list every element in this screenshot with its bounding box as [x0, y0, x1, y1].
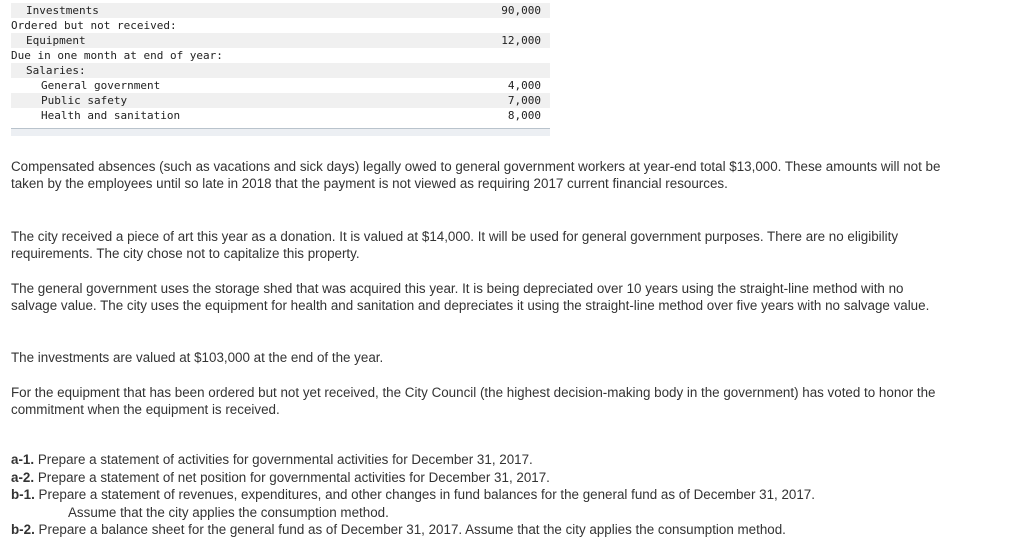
row-amount: 4,000 — [507, 79, 541, 92]
requirement-item — [11, 469, 951, 487]
row-label: Due in one month at end of year: — [11, 49, 223, 62]
paragraph-storage-shed: The general government uses the storage shed that was acquired this year. It is being depreciated over 10 years using the straight-line method with no salvage value. The city uses the equipment for health and sanitation and depreciates it using the straight-line method over five years with no salvage value. — [11, 281, 930, 313]
table-row — [11, 93, 550, 108]
row-label: Ordered but not received: — [11, 19, 177, 32]
row-amount: 7,000 — [507, 94, 541, 107]
requirement-text: Prepare a statement of revenues, expenditures, and other changes in fund balances for the general fund as of December 31, 2017. — [38, 487, 815, 502]
table-row — [11, 108, 550, 123]
row-label: Equipment — [26, 34, 86, 47]
table-row — [11, 78, 550, 93]
requirement-key: a-1. — [11, 452, 35, 467]
table-row — [11, 18, 550, 33]
paragraph-investments: The investments are valued at $103,000 at the end of the year. — [11, 350, 384, 365]
row-amount: 8,000 — [507, 109, 541, 122]
requirements-list — [11, 451, 951, 539]
requirement-text: Prepare a statement of net position for governmental activities for December 31, 2017. — [37, 469, 550, 485]
paragraph-art-donation: The city received a piece of art this year as a donation. It is valued at $14,000. It will be used for general government purposes. There are no eligibility requirements. The city chose not to capitalize this property. — [11, 229, 899, 261]
row-label: Investments — [26, 4, 99, 17]
table-row — [11, 33, 550, 48]
table-scrollbar[interactable] — [11, 128, 550, 136]
row-amount: 90,000 — [501, 4, 541, 17]
row-label: Health and sanitation — [41, 109, 181, 122]
requirement-text: Prepare a statement of activities for governmental activities for December 31, 2017. — [37, 452, 533, 467]
account-table — [11, 3, 550, 123]
requirement-key: b-1. — [11, 487, 35, 502]
row-label: General government — [41, 79, 161, 92]
requirement-continuation: Assume that the city applies the consumption method. — [68, 504, 389, 520]
requirement-key: b-2. — [11, 522, 35, 537]
paragraph-compensated-absences: Compensated absences (such as vacations and sick days) legally owed to general government workers at year-end total $13,000. These amounts will not be taken by the employees until so late in 2018 that the payment is not viewed as requiring 2017 current financial resources. — [11, 159, 941, 191]
requirement-item — [11, 451, 951, 469]
row-label: Salaries: — [26, 64, 86, 77]
table-row — [11, 63, 550, 78]
row-amount: 12,000 — [501, 34, 541, 47]
requirement-text: Prepare a balance sheet for the general fund as of December 31, 2017. Assume that the city applies the consumption method. — [38, 522, 786, 537]
requirement-key: a-2. — [11, 469, 35, 485]
table-row — [11, 3, 550, 18]
paragraph-equipment-ordered: For the equipment that has been ordered but not yet received, the City Council (the highest decision-making body in the government) has voted to honor the commitment when the equipment is received. — [11, 385, 936, 417]
row-label: Public safety — [41, 94, 128, 107]
requirement-item — [11, 521, 951, 539]
table-row — [11, 48, 550, 63]
requirement-item — [11, 486, 951, 521]
